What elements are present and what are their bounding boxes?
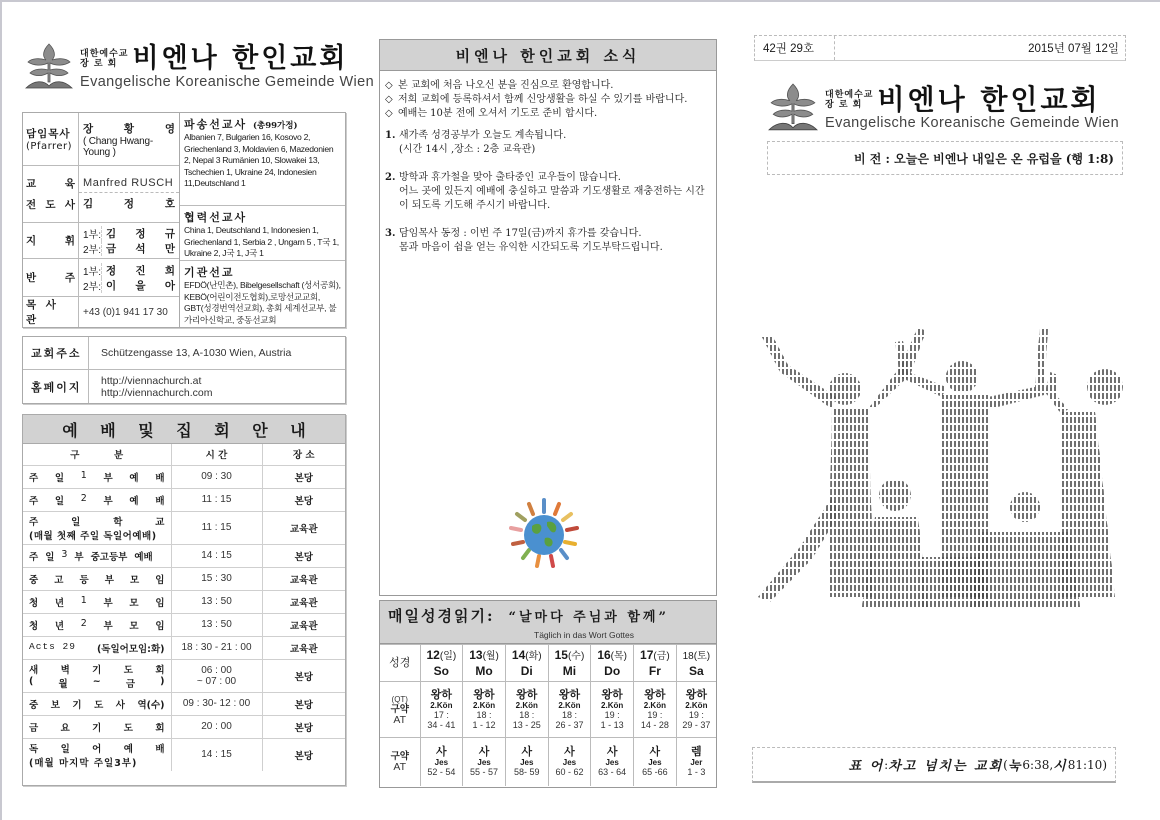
- staff-row-conductor: [23, 223, 179, 259]
- item-line: 새가족 성경공부가 오늘도 계속됩니다.: [399, 130, 567, 141]
- service-time: 14 : 15: [171, 544, 262, 567]
- globe-people-illustration-icon: [499, 492, 589, 572]
- item-number: 3.: [385, 228, 396, 239]
- news-bullet: [385, 79, 711, 93]
- label-char: 전: [26, 199, 37, 211]
- label-char: 교: [26, 178, 37, 190]
- service-time: 20 : 00: [171, 715, 262, 738]
- service-place: 본당: [262, 659, 345, 692]
- item-number: 2.: [385, 172, 396, 183]
- services-title: [23, 415, 345, 444]
- church-subtitle: Evangelische Koreanische Gemeinde Wien: [80, 74, 375, 90]
- reading-qt-row: (QT) 구약 AT 왕하 2.Kön 17 : 34 - 41 왕하 2.Kön 18 : 1 - 12 왕하 2.Kön 18 : 13 - 25 왕하 2.Kön 18 : 26 - 37 왕하 2.Kön 19 : 1 - 13 왕하 2.Kön 19 : 14 - 28 왕하 2.Kön 19 : 29 - 37: [380, 682, 716, 738]
- bullet-text: 본 교회에 처음 나오신 분을 진심으로 환영합니다.: [398, 80, 614, 91]
- service-time: 06 : 00: [201, 664, 232, 676]
- title-char: 집: [176, 420, 192, 440]
- reading-days-row: 성경 12(일) So 13(월) Mo 14(화) Di 15(수) Mi 16(목) Do 17(금) Fr 18(토) Sa: [380, 645, 716, 682]
- pastor-label-en: (Pfarrer): [26, 141, 73, 152]
- mission-partner: [180, 206, 345, 261]
- header-char: 분: [114, 450, 124, 462]
- pastor-name: [83, 121, 175, 136]
- service-row: 중 고 등 부 모 임 15 : 30 교육관: [23, 567, 345, 590]
- motto-box: [752, 747, 1116, 783]
- pastor-label: 담임목사: [26, 128, 71, 140]
- daily-reading-panel: [379, 600, 717, 788]
- address-label: 교회주소: [23, 337, 89, 369]
- label-char: 육: [64, 178, 75, 190]
- label-char: 휘: [64, 235, 75, 247]
- name-char: 희: [164, 264, 175, 277]
- name-char: 석: [135, 242, 146, 255]
- mission-title: 협력선교사: [184, 211, 248, 224]
- title-char: 배: [100, 420, 116, 440]
- item-line: 어느 곳에 있든지 예배에 충실하고 말씀과 기도생활로 재충전하는 시간이 되도록 기도해 주시기 바랍니다.: [399, 186, 705, 211]
- name-char: 이: [106, 279, 117, 292]
- part-label: 2부:: [83, 244, 101, 256]
- name-char: 만: [164, 242, 175, 255]
- bullet-text: 저희 교회에 등록하셔서 함께 신앙생활을 하실 수 있기를 바랍니다.: [398, 94, 688, 105]
- service-time: 13 : 50: [171, 613, 262, 636]
- name-char: 김: [83, 198, 94, 210]
- mission-title: 파송선교사: [184, 118, 248, 131]
- bullet-text: 예배는 10분 전에 오셔서 기도로 준비 합시다.: [398, 108, 598, 119]
- label-char: 반: [26, 272, 37, 284]
- service-time: 15 : 30: [171, 567, 262, 590]
- service-row: 독 일 어 예 배 (매월 마지막 주일3부) 14 : 15 본당: [23, 738, 345, 771]
- reading-subtitle-de: Täglich in das Wort Gottes: [534, 630, 634, 640]
- reading-title: 매일성경읽기:: [388, 607, 495, 625]
- name-char: 금: [106, 242, 117, 255]
- news-bullet: [385, 107, 711, 121]
- service-place: 교육관: [262, 636, 345, 659]
- name-char: 정: [135, 227, 146, 240]
- address-box: [22, 336, 346, 404]
- part-label: 2부:: [83, 281, 101, 293]
- name-char: 진: [135, 264, 146, 277]
- news-item: [385, 129, 711, 157]
- service-place: 교육관: [262, 590, 345, 613]
- service-place: 본당: [294, 750, 313, 762]
- services-header-row: [23, 444, 345, 465]
- parsonage-phone: +43 (0)1 941 17 30: [83, 306, 168, 318]
- church-subtitle: Evangelische Koreanische Gemeinde Wien: [825, 115, 1120, 131]
- motto-ref-open: (: [1003, 757, 1008, 772]
- header-char: 구: [70, 450, 80, 462]
- vision-statement: 비 전 : 오늘은 비엔나 내일은 온 유럽을 (행 1:8): [767, 141, 1123, 175]
- header-place: 장 소: [262, 444, 345, 465]
- service-row: 주 일 2 부 예 배 11 : 15 본당: [23, 488, 345, 511]
- mission-sent: [180, 113, 345, 206]
- service-place: 본당: [262, 544, 345, 567]
- education-name-1: Manfred RUSCH: [83, 177, 174, 189]
- education-name-2: [83, 196, 175, 211]
- name-char: 아: [164, 279, 175, 292]
- name-char: 황: [123, 122, 135, 135]
- service-row: 금 요 기 도 회 20 : 00 본당: [23, 715, 345, 738]
- staff-row-accompanist: [23, 259, 179, 297]
- service-place: 본당: [262, 692, 345, 715]
- service-place: 본당: [262, 488, 345, 511]
- title-char: 회: [214, 420, 230, 440]
- news-title: 비엔나 한인교회 소식: [380, 40, 716, 71]
- service-time-end: ~ 07 : 00: [196, 675, 237, 687]
- address-value: Schützengasse 13, A-1030 Wien, Austria: [101, 347, 292, 359]
- name-char: 규: [164, 227, 175, 240]
- item-line: (시간 14시 ,장소 : 2층 교육관): [399, 144, 536, 155]
- church-logo: [24, 42, 374, 92]
- service-note: (매월 마지막 주일3부): [29, 757, 138, 769]
- part-label: 1부:: [83, 266, 101, 278]
- mission-text: EFDÖ(난민촌), Bibelgesellschaft (성서공회), KEBÖ(어린이전도협회),로망선교교회, GBT(성경번역선교회), 총회 세계선교부, 불가리아신학교, 중동선교회: [184, 280, 341, 325]
- service-time: 09 : 30: [171, 465, 262, 488]
- homepage-label: 홈페이지: [23, 370, 89, 403]
- motto-label: 표 어: [848, 759, 885, 774]
- issue-number: 42권 29호: [755, 36, 835, 60]
- church-name: 비엔나 한인교회: [877, 83, 1101, 116]
- service-row: 중 보 기 도 사 역(수) 09 : 30- 12 : 00 본당: [23, 692, 345, 715]
- news-item: [385, 171, 711, 213]
- cover-logo: [767, 82, 1119, 134]
- mission-text: Albanien 7, Bulgarien 16, Kosovo 2, Griechenland 3, Moldavien 6, Mazedonien 2, Nepal 3 Rumänien 10, Slowakei 13, Tschechien 1, Ukraine 24, Indonesien 11,Deutschland 1: [184, 132, 334, 189]
- news-bullet: [385, 93, 711, 107]
- header-time: 시 간: [171, 444, 262, 465]
- motto-ref2: 81:10): [1067, 757, 1107, 772]
- motto-text: 차고 넘치는 교회: [888, 759, 1004, 774]
- name-char: 장: [83, 122, 94, 135]
- denomination-line2: 장 로 회: [825, 100, 863, 110]
- service-row: 주 일 1 부 예 배 09 : 30 본당: [23, 465, 345, 488]
- people-praising-illustration-icon: [750, 297, 1130, 627]
- name-char: 정: [106, 264, 117, 277]
- name-char: 호: [164, 198, 175, 210]
- church-emblem-icon: [24, 42, 74, 92]
- service-time: 09 : 30- 12 : 00: [171, 692, 262, 715]
- service-time: 11 : 15: [171, 511, 262, 544]
- issue-bar: [754, 35, 1126, 61]
- services-table: [22, 414, 346, 786]
- staff-row-education: [23, 166, 179, 223]
- title-char: 및: [138, 420, 154, 440]
- name-char: 김: [106, 227, 117, 240]
- mission-title: 기관선교: [184, 266, 235, 279]
- news-item: [385, 227, 711, 255]
- name-char: 을: [135, 279, 146, 292]
- denomination-line1: 대한예수교: [80, 49, 129, 59]
- label-char: 주: [64, 272, 75, 284]
- label-char: 도: [45, 199, 56, 211]
- item-line: 몸과 마음이 쉼을 얻는 유익한 시간되도록 기도부탁드립니다.: [399, 242, 663, 253]
- service-place: 본당: [262, 465, 345, 488]
- title-char: 예: [62, 420, 78, 440]
- name-char: 영: [164, 122, 175, 135]
- motto-ref1: 6:38,: [1022, 757, 1054, 772]
- homepage-link-com[interactable]: http://viennachurch.com: [101, 386, 213, 399]
- service-row: 주 일 3 부 중고등부 예배 14 : 15 본당: [23, 544, 345, 567]
- staff-table: [22, 112, 346, 328]
- service-note: (매월 첫째 주일 독일어예배): [29, 530, 157, 542]
- parsonage-label: 목 사 관: [26, 299, 59, 326]
- title-char: 내: [290, 420, 306, 440]
- service-place: 교육관: [262, 511, 345, 544]
- reading-quote: “날마다 주님과 함께”: [508, 610, 669, 625]
- staff-row-pastor: [23, 113, 179, 166]
- church-emblem-icon: [767, 82, 819, 134]
- staff-row-parsonage: [23, 297, 179, 327]
- mission-text: China 1, Deutschland 1, Indonesien 1, Griechenland 1, Serbia 2 , Ungarn 5 , T국 1, Ukraine 2, J국 1, J국 1: [184, 225, 339, 259]
- motto-separator: :: [884, 757, 889, 772]
- service-place: 교육관: [262, 613, 345, 636]
- motto-ref1-book: 눅: [1007, 759, 1023, 774]
- service-place: 교육관: [262, 567, 345, 590]
- bible-label: 성경: [389, 655, 411, 669]
- service-time: 18 : 30 - 21 : 00: [171, 636, 262, 659]
- reading-ot-row: 구약 AT 사 Jes 52 - 54 사 Jes 55 - 57 사 Jes 58- 59 사 Jes 60 - 62 사 Jes 63 - 64 사 Jes 65 -66 렘 Jer 1 - 3: [380, 738, 716, 786]
- service-row: 청 년 1 부 모 임 13 : 50 교육관: [23, 590, 345, 613]
- service-row: 새 벽 기 도 회 ( 월 ~ 금 ) 06 : 00 ~ 07 : 00 본당: [23, 659, 345, 692]
- mission-note: (총99가정): [252, 121, 298, 131]
- diamond-icon: ◇: [385, 108, 393, 119]
- service-row: 청 년 2 부 모 임 13 : 50 교육관: [23, 613, 345, 636]
- motto-ref2-book: 시: [1053, 759, 1068, 774]
- part-label: 1부:: [83, 229, 101, 241]
- label-char: 사: [64, 199, 75, 211]
- item-number: 1.: [385, 130, 396, 141]
- service-place: 본당: [262, 715, 345, 738]
- mission-institutional: [180, 261, 345, 329]
- denomination-line1: 대한예수교: [825, 90, 874, 100]
- homepage-link-at[interactable]: http://viennachurch.at: [101, 374, 202, 387]
- diamond-icon: ◇: [385, 94, 393, 105]
- service-time: 13 : 50: [171, 590, 262, 613]
- label-char: 지: [26, 235, 37, 247]
- denomination-line2: 장 로 회: [80, 59, 118, 69]
- name-char: 정: [123, 198, 135, 210]
- pastor-name-en: ( Chang Hwang-Young ): [83, 135, 154, 158]
- title-char: 안: [252, 420, 268, 440]
- issue-date: 2015년 07월 12일: [1028, 43, 1119, 55]
- church-name: 비엔나 한인교회: [132, 43, 349, 74]
- service-time: 14 : 15: [171, 738, 262, 771]
- service-row: Acts 29 (독일어모임:화) 18 : 30 - 21 : 00 교육관: [23, 636, 345, 659]
- service-row: 주 일 학 교 (매월 첫째 주일 독일어예배) 11 : 15 교육관: [23, 511, 345, 544]
- item-line: 담임목사 동정 : 이번 주 17일(금)까지 휴가를 갖습니다.: [399, 228, 642, 239]
- diamond-icon: ◇: [385, 80, 393, 91]
- item-line: 방학과 휴가철을 맞아 출타중인 교우들이 많습니다.: [399, 172, 621, 183]
- service-time: 11 : 15: [171, 488, 262, 511]
